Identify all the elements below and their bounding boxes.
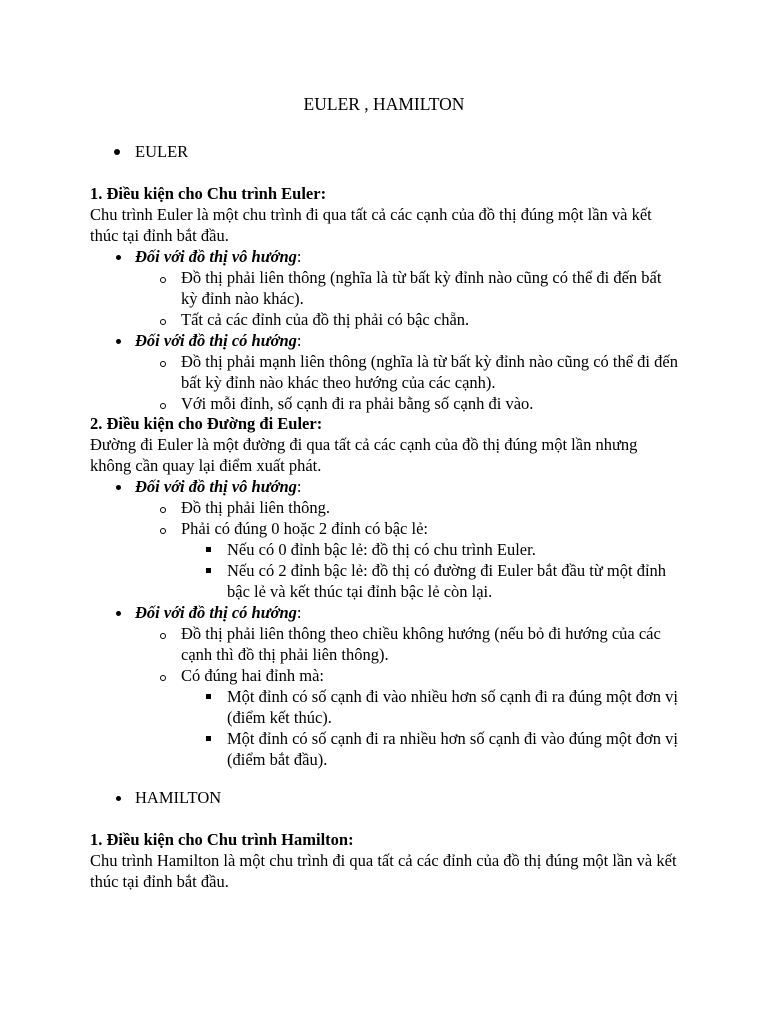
list-item: Với mỗi đỉnh, số cạnh đi ra phải bằng số cạnh đi vào. [135,393,680,414]
list-item [90,787,680,808]
list-item: Một đỉnh có số cạnh đi vào nhiều hơn số cạnh đi ra đúng một đơn vị (điểm kết thúc). [181,686,680,728]
list-item: Đối với đồ thị có hướng: Đồ thị phải liên thông theo chiều không hướng (nếu bỏ đi hướng của các cạnh thì đồ thị phải liên thông). Có đúng hai đỉnh mà: Một đỉnh có số cạnh đi vào nhiều hơn số cạnh đi ra đúng một đơn vị (điểm kết thúc). Một đỉnh có số cạnh đi ra nhiều hơn số cạnh đi vào đúng một đơn vị (điểm bắt đầu). [90,602,680,770]
list-item: Nếu có 0 đỉnh bậc lẻ: đồ thị có chu trình Euler. [181,539,680,560]
list-item: Đồ thị phải liên thông (nghĩa là từ bất kỳ đỉnh nào cũng có thể đi đến bất kỳ đỉnh nào khác). [135,267,680,309]
document-title: EULER , HAMILTON [303,94,465,114]
list-item: Có đúng hai đỉnh mà: Một đỉnh có số cạnh đi vào nhiều hơn số cạnh đi ra đúng một đơn vị (điểm kết thúc). Một đỉnh có số cạnh đi ra nhiều hơn số cạnh đi vào đúng một đơn vị (điểm bắt đầu). [135,665,680,770]
list-item: Đối với đồ thị vô hướng: Đồ thị phải liên thông. Phải có đúng 0 hoặc 2 đỉnh có bậc lẻ: Nếu có 0 đỉnh bậc lẻ: đồ thị có chu trình Euler. Nếu có 2 đỉnh bậc lẻ: đồ thị có đường đi Euler bắt đầu từ một đỉnh bậc lẻ và kết thúc tại đỉnh bậc lẻ còn lại. [90,476,680,602]
euler-label: EULER [135,142,189,161]
undirected-label: Đối với đồ thị vô hướng [135,477,297,496]
undirected-label: Đối với đồ thị vô hướng [135,247,297,266]
list-item [90,141,680,162]
list-item: Nếu có 2 đỉnh bậc lẻ: đồ thị có đường đi Euler bắt đầu từ một đỉnh bậc lẻ và kết thúc tại đỉnh bậc lẻ còn lại. [181,560,680,602]
hamilton-label: HAMILTON [135,788,222,807]
section-heading: 2. Điều kiện cho Đường đi Euler: [90,414,323,433]
list-item: Đồ thị phải liên thông. [135,497,680,518]
list-item: Đồ thị phải mạnh liên thông (nghĩa là từ bất kỳ đỉnh nào cũng có thể đi đến bất kỳ đỉnh nào khác theo hướng của các cạnh). [135,351,680,393]
list-item: Tất cả các đỉnh của đồ thị phải có bậc chẵn. [135,309,680,330]
directed-label: Đối với đồ thị có hướng [135,331,297,350]
hamilton-section-label [90,787,680,808]
directed-label: Đối với đồ thị có hướng [135,603,297,622]
list-item: Đối với đồ thị có hướng: Đồ thị phải mạnh liên thông (nghĩa là từ bất kỳ đỉnh nào cũng có thể đi đến bất kỳ đỉnh nào khác theo hướng của các cạnh). Với mỗi đỉnh, số cạnh đi ra phải bằng số cạnh đi vào. [90,330,680,414]
section-intro: Chu trình Hamilton là một chu trình đi qua tất cả các đỉnh của đồ thị đúng một lần và kết thúc tại đỉnh bắt đầu. [90,851,677,891]
section-intro: Chu trình Euler là một chu trình đi qua tất cả các cạnh của đồ thị đúng một lần và kết thúc tại đỉnh bắt đầu. [90,205,652,245]
list-item: Một đỉnh có số cạnh đi ra nhiều hơn số cạnh đi vào đúng một đơn vị (điểm bắt đầu). [181,728,680,770]
section-intro: Đường đi Euler là một đường đi qua tất cả các cạnh của đồ thị đúng một lần nhưng không cần quay lại điểm xuất phát. [90,435,638,475]
euler-path-section [90,413,680,770]
hamilton-circuit-section [90,829,680,892]
list-item: Đồ thị phải liên thông theo chiều không hướng (nếu bỏ đi hướng của các cạnh thì đồ thị phải liên thông). [135,623,680,665]
euler-circuit-section [90,183,680,414]
section-heading: 1. Điều kiện cho Chu trình Hamilton: [90,830,354,849]
list-item: Đối với đồ thị vô hướng: Đồ thị phải liên thông (nghĩa là từ bất kỳ đỉnh nào cũng có thể đi đến bất kỳ đỉnh nào khác). Tất cả các đỉnh của đồ thị phải có bậc chẵn. [90,246,680,330]
section-heading: 1. Điều kiện cho Chu trình Euler: [90,184,327,203]
euler-section-label [90,141,680,162]
list-item: Phải có đúng 0 hoặc 2 đỉnh có bậc lẻ: Nếu có 0 đỉnh bậc lẻ: đồ thị có chu trình Euler. Nếu có 2 đỉnh bậc lẻ: đồ thị có đường đi Euler bắt đầu từ một đỉnh bậc lẻ và kết thúc tại đỉnh bậc lẻ còn lại. [135,518,680,602]
